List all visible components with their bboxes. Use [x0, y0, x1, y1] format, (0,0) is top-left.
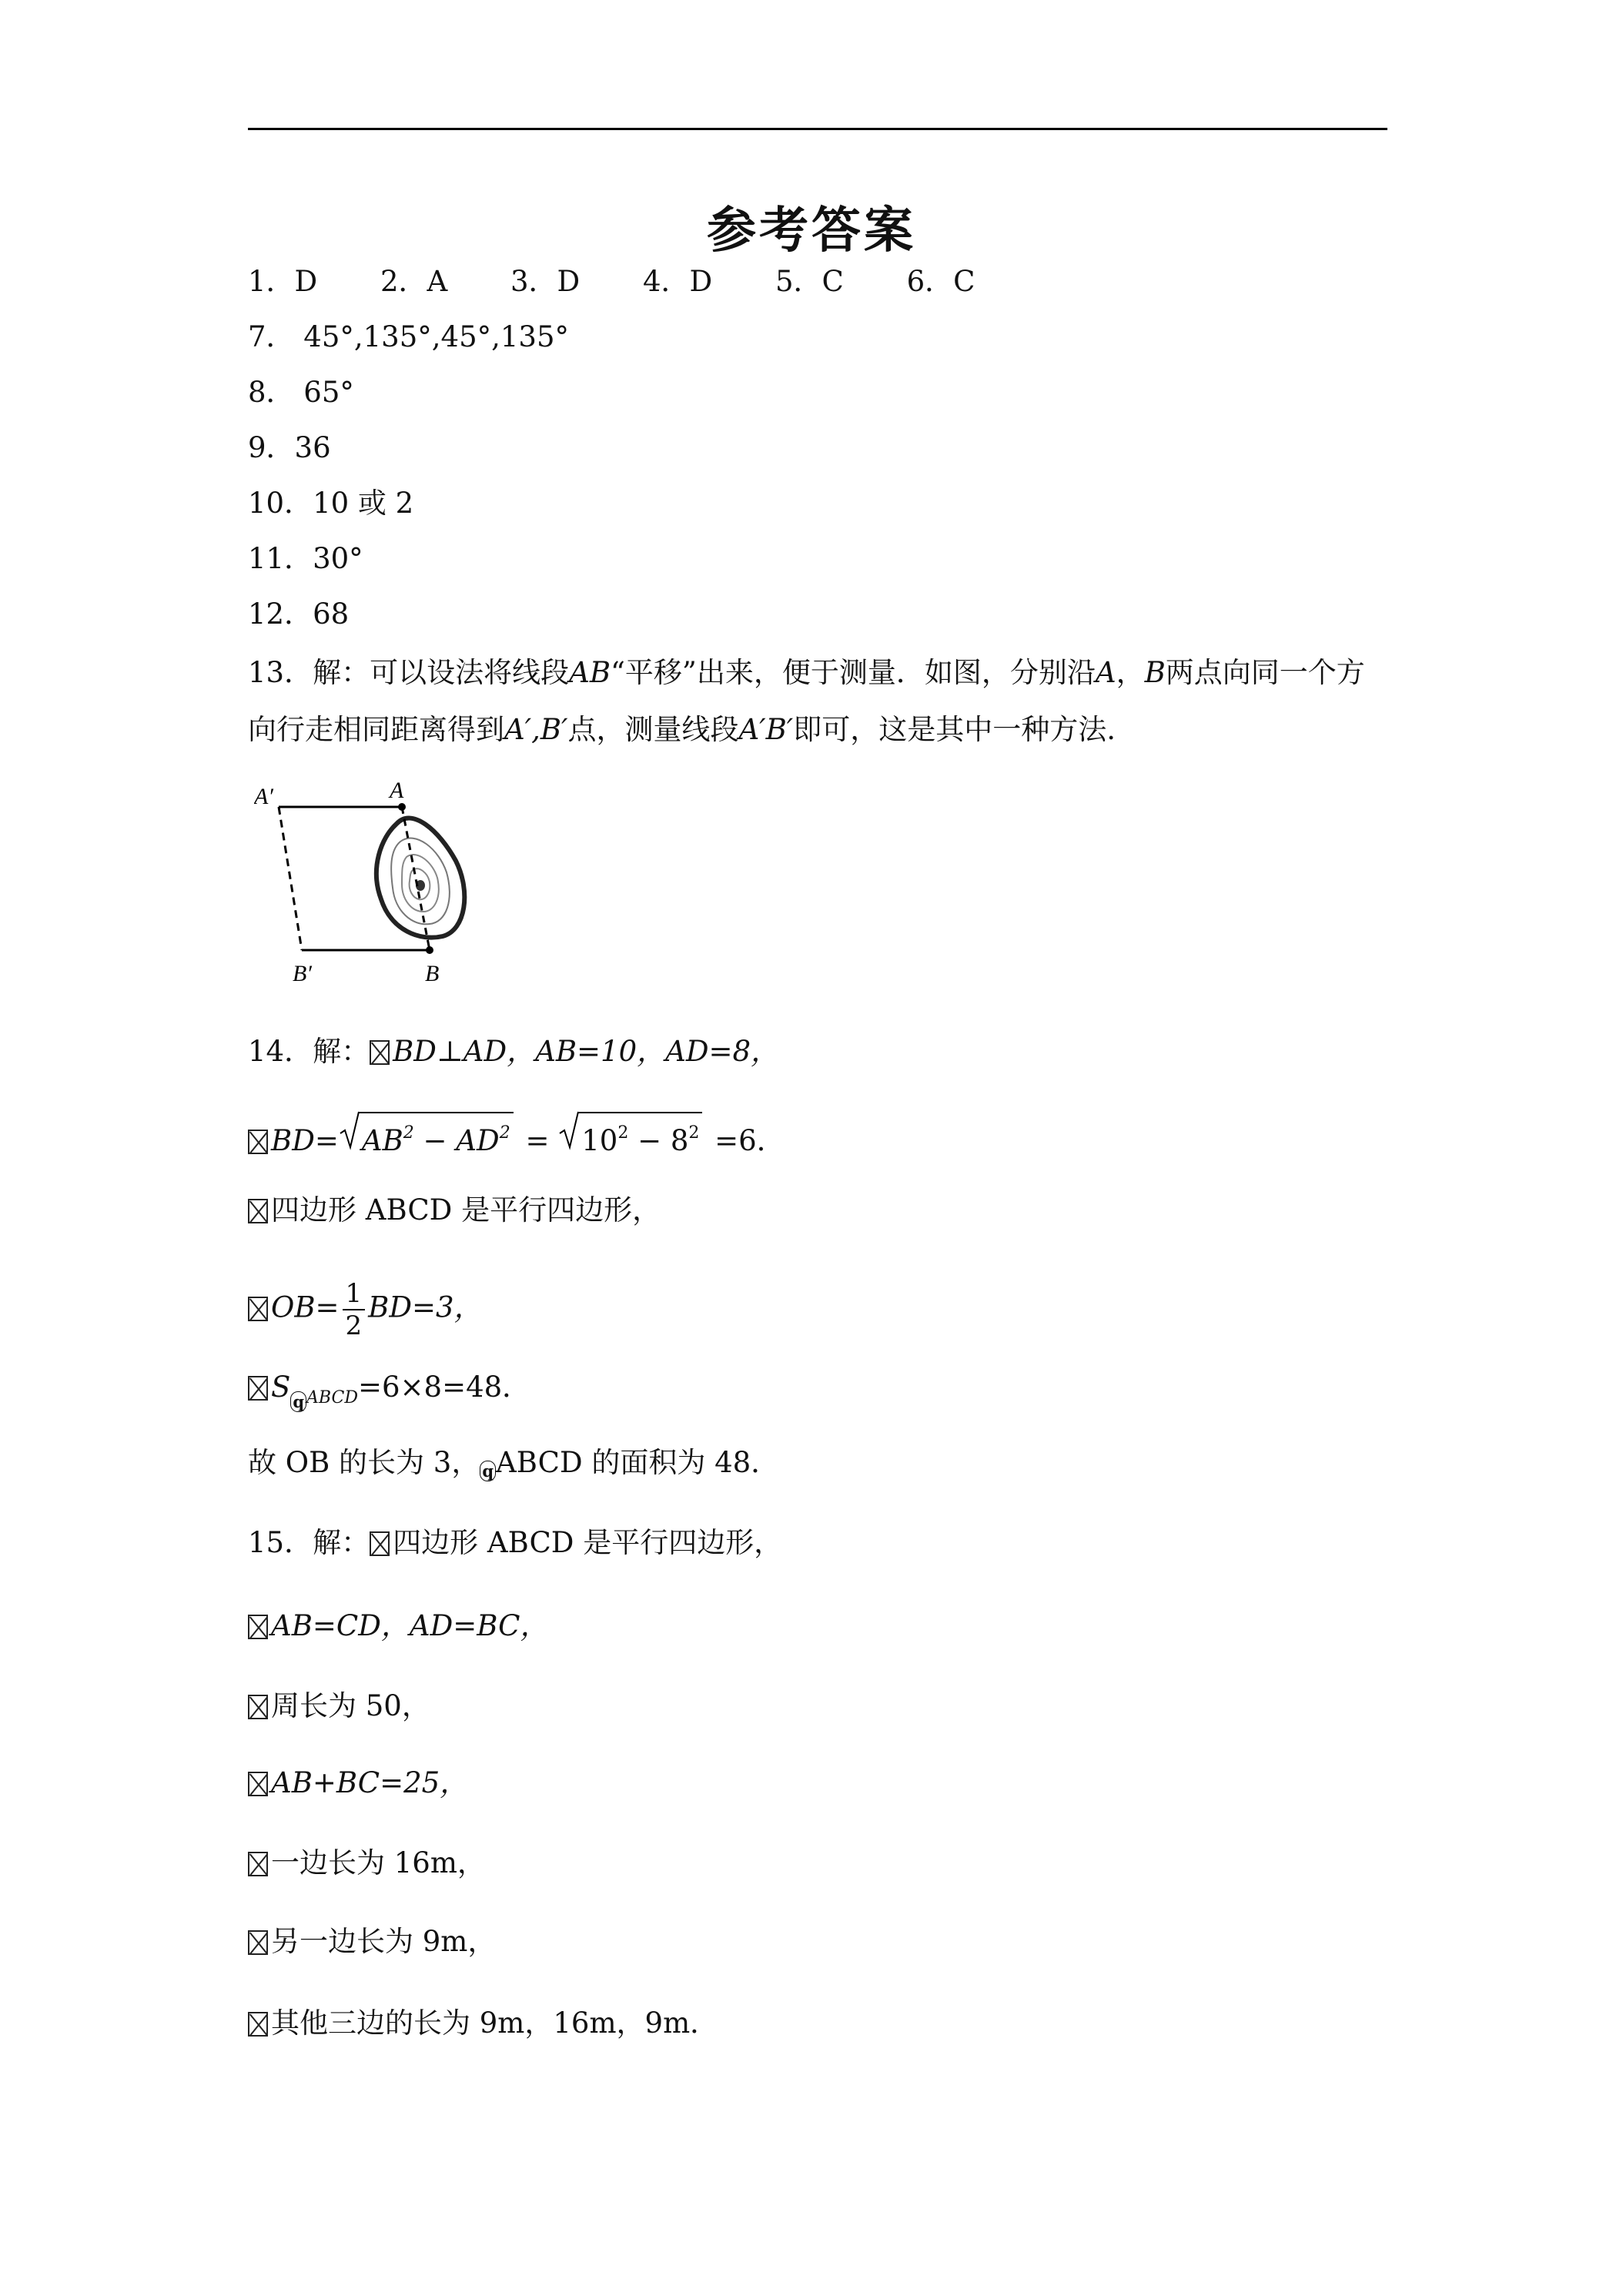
missing-glyph-icon [248, 1199, 268, 1223]
missing-glyph-icon [248, 1615, 268, 1639]
answer-14-line-3: 四边形 ABCD 是平行四边形， [248, 1192, 661, 1229]
answer-15-line-6: 另一边长为 9m， [248, 1923, 496, 1960]
missing-glyph-icon [248, 2012, 268, 2037]
missing-glyph-icon [248, 1695, 268, 1719]
answer-9: 9．36 [248, 431, 331, 464]
segment-a-prime-b-prime [279, 807, 302, 950]
parallelogram-symbol-icon: q [290, 1391, 306, 1412]
answer-15-line-4: AB+BC=25， [248, 1765, 468, 1802]
pond-outline [376, 818, 464, 938]
answer-15-line-2: AB=CD，AD=BC， [248, 1608, 548, 1645]
translation-diagram [254, 776, 500, 992]
missing-glyph-icon [248, 1852, 268, 1876]
answer-10: 10．10 或 2 [248, 487, 414, 520]
missing-glyph-icon [370, 1531, 390, 1556]
answer-12: 12．68 [248, 597, 350, 631]
answer-15-line-5: 一边长为 16m， [248, 1845, 486, 1882]
missing-glyph-icon [248, 1930, 268, 1955]
mc-answer: 4．D [643, 265, 713, 298]
answer-15-line-7: 其他三边的长为 9m，16m，9m． [248, 2005, 718, 2042]
label-a: A [390, 778, 404, 803]
missing-glyph-icon [248, 1297, 268, 1321]
sqrt-expression: $10^2 - 8^2$ [558, 1112, 702, 1160]
mc-answer: 6．C [906, 265, 975, 298]
missing-glyph-icon [248, 1376, 268, 1401]
answer-13-line-1: 13．解：可以设法将线段AB“平移”出来，便于测量．如图，分别沿A，B两点向同一个方 [248, 656, 1365, 689]
missing-glyph-icon [248, 1130, 268, 1154]
answer-11: 11．30° [248, 542, 363, 575]
missing-glyph-icon [248, 1772, 268, 1796]
mc-answer: 2．A [380, 265, 448, 298]
answer-14-line-1: 14．解： BD⊥AD，AB=10，AD=8， [248, 1035, 780, 1068]
mc-answer: 5．C [775, 265, 844, 298]
point-b [426, 946, 433, 954]
answer-14-line-2: BD= $AB^2 - AD^2$ = $10^2 - 8^2 =6$． [248, 1112, 785, 1160]
answer-13-line-2: 向行走相同距离得到A′,B′点，测量线段A′B′即可，这是其中一种方法. [248, 713, 1116, 746]
label-b: B [425, 961, 440, 986]
answer-14-line-5: S $_{q ABCD}$=6×8=48． [248, 1369, 530, 1421]
header-rule [248, 128, 1387, 130]
mc-answer: 3．D [510, 265, 581, 298]
answer-14-line-4: OB= $\frac{1}{2}$ BD=3， [248, 1278, 483, 1341]
point-a [398, 803, 406, 811]
page-title: 参考答案 [707, 202, 916, 259]
answer-15-line-3: 周长为 50， [248, 1688, 430, 1725]
answer-14-line-6: 故 OB 的长为 3， qABCD 的面积为 48． [248, 1446, 780, 1481]
parallelogram-symbol-icon: q [480, 1461, 496, 1481]
label-b-prime: B′ [293, 961, 312, 986]
answer-8: 8． 65° [248, 376, 354, 409]
sqrt-expression: $AB^2 - AD^2$ [339, 1112, 514, 1160]
fraction-one-half: $\frac{1}{2}$ [343, 1278, 366, 1341]
missing-glyph-icon [370, 1040, 390, 1065]
mc-answer: 1．D [248, 265, 318, 298]
answer-15-line-1: 15．解： 四边形 ABCD 是平行四边形， [248, 1526, 783, 1559]
mc-answers-row [248, 263, 1029, 300]
label-a-prime: A′ [254, 784, 273, 809]
answer-7: 7． 45°,135°,45°,135° [248, 320, 569, 353]
